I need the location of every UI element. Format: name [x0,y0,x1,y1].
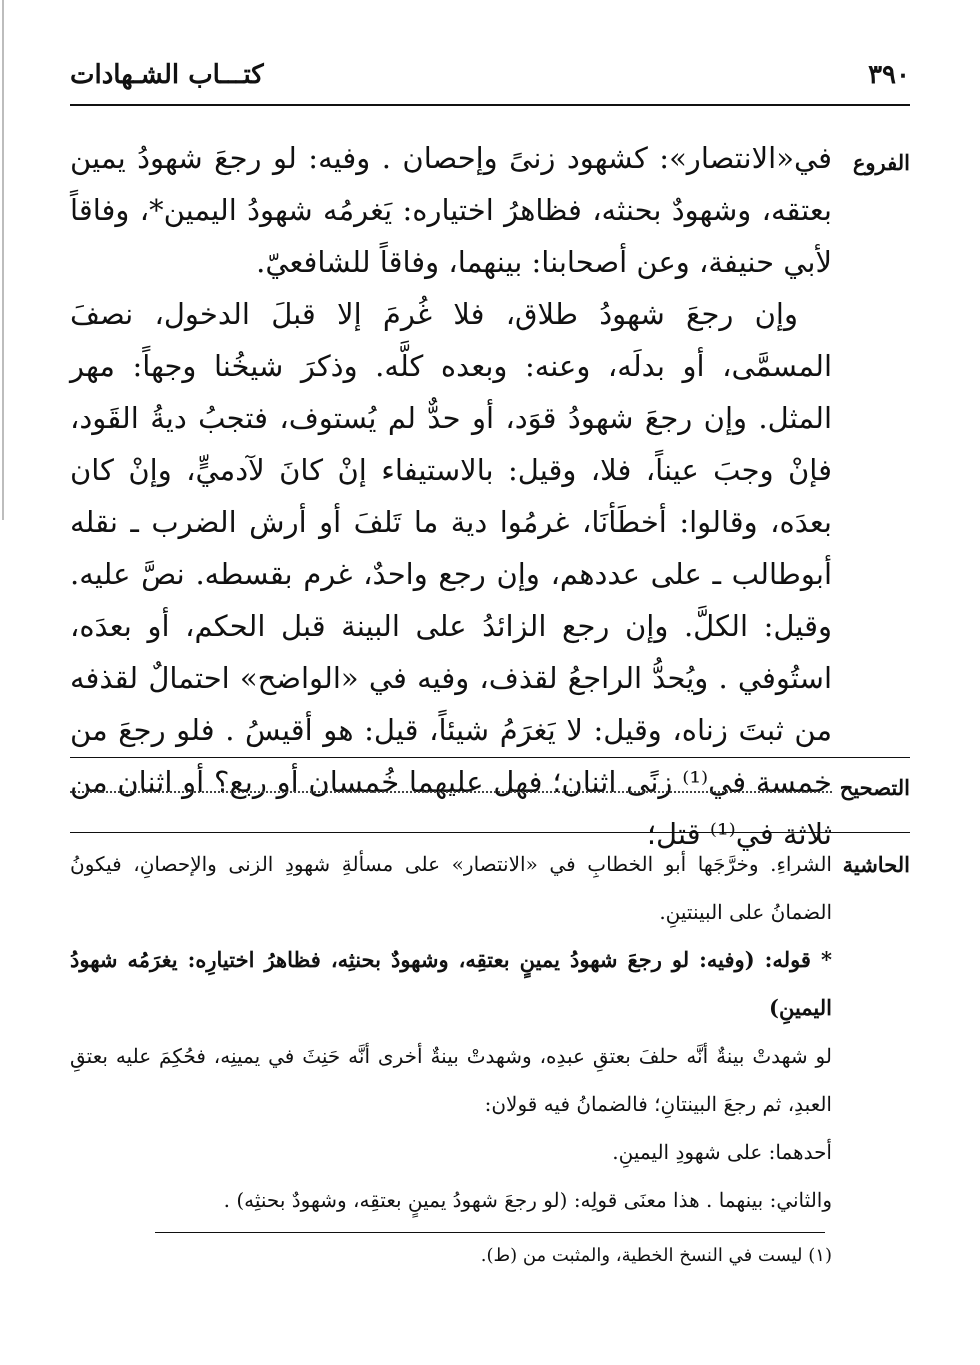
section-label-correction: التصحيح [839,775,910,800]
annotation-paragraph: الشراءِ. وخرَّجَها أبو الخطابِ في «الانتصار» على مسألةِ شهودِ الزنى والإحصانِ، فيكونُ الضمانُ على البينتينِ. [70,852,832,924]
section-label-furu: الفروع [852,150,910,175]
main-text [70,132,832,860]
footnote: (١) ليست في النسخ الخطية، والمثبت من (ط). [480,1245,832,1266]
header-rule [70,104,910,106]
section-label-annotation: الحاشية [842,852,910,877]
annotation-paragraph: والثاني: بينهما . هذا معنَى قولِه: (لو رجعَ شهودُ يمينٍ بعتقِه، وشهودٌ بحنثِه) . [223,1188,832,1212]
book-title: كتـــاب الشـهادات [70,60,264,90]
page-edge [2,0,4,520]
annotation-paragraph: أحدهما: على شهودِ اليمينِ. [612,1140,832,1164]
annotation-heading: * قوله: (وفيه: لو رجعَ شهودُ يمينٍ بعتقِه، وشهودٌ بحنثِه، فظاهرُ اختيارِه: يغرَمُه شهودُ اليمينِ) [70,947,832,1020]
page-header [70,58,910,98]
main-paragraph: في«الانتصار»: كشهود زنىً وإحصان . وفيه: لو رجعَ شهودُ يمين بعتقه، وشهودٌ بحنثه، فظاهرُ اختياره: يَغرمُه شهودُ اليمين*، وفاقاً لأبي حنيفة، وعن أصحابنا: بينهما، وفاقاً للشافعيّ. [70,141,832,279]
correction-dotted-line [70,790,832,793]
divider-rule [70,832,910,833]
main-paragraph: وإن رجعَ شهودُ طلاق، فلا غُرمَ إلا قبلَ الدخول، نصفَ المسمَّى، أو بدلَه، وعنه: وبعده كلَّه. وذكرَ شيخُنا وجهاً: مهر المثل. وإن رجعَ شهودُ قوَد، أو حدٌّ لم يُستوف، فتجبُ ديةُ القَود، فإنْ وجبَ عيناً، فلا، وقيل: بالاستيفاء إنْ كانَ لآدميٍّ، وإنْ كان بعدَه، وقالوا: أخطَأنَا، غرمُوا دية ما تَلفَ أو أرش الضرب ـ نقله أبوطالب ـ على عددهم، وإن رجع واحدٌ، غرم بقسطه. نصَّ عليه. وقيل: الكلَّ. وإن رجع الزائدُ على البينة قبل الحكم، أو بعدَه، استُوفي . ويُحدُّ الراجعُ لقذف، وفيه في «الواضح» احتمالٌ لقذفه من ثبتَ زناه، وقيل: لا يَغرَمُ شيئاً، قيل: هو أقيسُ . فلو رجعَ من خمسة في⁽¹⁾ زنًى اثنان؛ فهل عليهما خُمسان أو ربع؟ أو اثنان من ثلاثة في⁽¹⁾ قتل؛ [70,297,832,851]
page-number: ٣٩٠ [868,60,910,90]
divider-rule [70,757,910,758]
annotation-text [70,840,832,1224]
annotation-paragraph: لو شهدتْ بينةٌ أنَّه حلفَ بعتقِ عبدِه، وشهدتْ بينةٌ أخرى أنَّه حَنِثَ في يمينِه، فحُكِمَ عليه بعتقِ العبدِ، ثم رجعَ البينتانِ؛ فالضمانُ فيه قولان: [70,1044,832,1116]
footnote-rule [155,1232,825,1233]
